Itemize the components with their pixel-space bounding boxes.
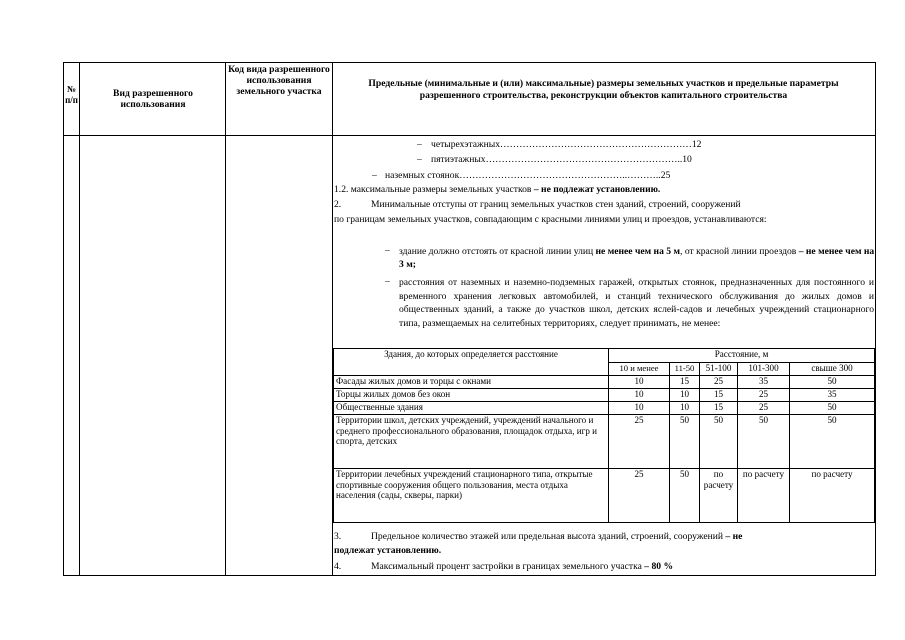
distance-subhead: свыше 300 [790, 363, 875, 376]
cell-value: 50 [670, 469, 700, 523]
table-row [334, 389, 875, 402]
cell-value: 10 [670, 389, 700, 402]
cell-value: 10 [609, 389, 670, 402]
cell-value: по расчету [738, 469, 790, 523]
paragraph-3-number: 3. [334, 531, 342, 542]
cell-value: 25 [738, 389, 790, 402]
header-row-divider [63, 135, 876, 136]
distance-table-head-building: Здания, до которых определяется расстояние [334, 349, 609, 376]
table-row [334, 402, 875, 415]
row-label: Торцы жилых домов без окон [334, 389, 609, 402]
bullet-red-line-setback: здание должно отстоять от красной линии улиц не менее чем на 5 м, от красной линии проездов – не менее чем на 3 м; [399, 246, 875, 270]
row-label: Территории лечебных учреждений стационарного типа, открытые спортивные сооружения общего пользования, места отдыха населения (сады, скверы, парки) [334, 469, 609, 523]
column-divider-1 [79, 62, 80, 576]
row-label: Фасады жилых домов и торцы с окнами [334, 376, 609, 389]
list-dash: – [417, 139, 422, 150]
cell-value: 10 [670, 402, 700, 415]
distance-table-head-distance: Расстояние, м [609, 349, 875, 363]
distance-subhead: 51-100 [700, 363, 738, 376]
cell-value: 50 [700, 415, 738, 469]
cell-value: 50 [790, 402, 875, 415]
cell-value: 25 [609, 469, 670, 523]
cell-value: 50 [790, 415, 875, 469]
cell-value: 15 [700, 389, 738, 402]
list-item-four-storey: четырехэтажных……………………………………………………12 [431, 139, 702, 150]
table-row [334, 469, 875, 523]
column-divider-2 [225, 62, 226, 576]
header-use-code: Код вида разрешенного использования земельного участка [228, 64, 330, 97]
cell-value: 50 [738, 415, 790, 469]
distance-table [333, 348, 875, 523]
bullet-dash: – [385, 276, 390, 287]
list-item-ground-parking: наземных стоянок……………………………………………..………..25 [385, 170, 671, 181]
table-row [334, 376, 875, 389]
header-parameters: Предельные (минимальные и (или) максимальные) размеры земельных участков и предельные параметры разрешенного строительства, реконструкции объектов капитального строительства [368, 78, 839, 101]
cell-value: по расчету [790, 469, 875, 523]
cell-value: 25 [700, 376, 738, 389]
paragraph-4-text: Максимальный процент застройки в границах земельного участка – 80 % [371, 561, 674, 572]
table-border-top [63, 62, 876, 63]
table-border-bottom [63, 575, 876, 576]
paragraph-4-number: 4. [334, 561, 342, 572]
cell-value: 50 [790, 376, 875, 389]
paragraph-1-2: 1.2. максимальные размеры земельных участков – не подлежат установлению. [334, 184, 661, 195]
cell-value: 25 [738, 402, 790, 415]
list-item-five-storey: пятиэтажных……………………………………………………..10 [431, 154, 692, 165]
cell-value: по расчету [700, 469, 738, 523]
cell-value: 10 [609, 376, 670, 389]
distance-subhead: 10 и менее [609, 363, 670, 376]
bullet-dash: – [385, 245, 390, 256]
table-border-right [875, 62, 876, 576]
bullet-garage-distances: расстояния от наземных и наземно-подземных гаражей, открытых стоянок, предназначенных для постоянного и временного хранения легковых автомобилей, и станций технического обслуживания до жилых домов и общественных зданий, а также до участков школ, детских яслей-садов и лечебных учреждений стационарного типа, размещаемых на селитебных территориях, следует принимать, не менее: [399, 277, 874, 329]
header-use-type: Вид разрешенного использования [113, 88, 193, 110]
cell-value: 15 [700, 402, 738, 415]
cell-value: 35 [790, 389, 875, 402]
row-label: Общественные здания [334, 402, 609, 415]
distance-subhead: 11-50 [670, 363, 700, 376]
paragraph-2-number: 2. [334, 199, 342, 210]
paragraph-2-first-line: Минимальные отступы от границ земельных участков стен зданий, строений, сооружений [371, 199, 741, 210]
paragraph-2-text: по границам земельных участков, совпадающим с красными линиями улиц и проездов, устанавливаются: [334, 214, 767, 225]
list-dash: – [372, 170, 377, 181]
paragraph-3-first-line: Предельное количество этажей или предельная высота зданий, строений, сооружений – не [371, 531, 743, 542]
header-number: № п/п [65, 84, 78, 105]
cell-value: 10 [609, 402, 670, 415]
distance-subhead: 101-300 [738, 363, 790, 376]
cell-value: 35 [738, 376, 790, 389]
cell-value: 50 [670, 415, 700, 469]
cell-value: 15 [670, 376, 700, 389]
list-dash: – [417, 154, 422, 165]
table-row [334, 415, 875, 469]
cell-value: 25 [609, 415, 670, 469]
table-border-left [63, 62, 64, 576]
paragraph-3-second-line: подлежат установлению. [334, 545, 442, 556]
row-label: Территории школ, детских учреждений, учреждений начального и среднего профессионального образования, площадок отдыха, игр и спорта, детских [334, 415, 609, 469]
